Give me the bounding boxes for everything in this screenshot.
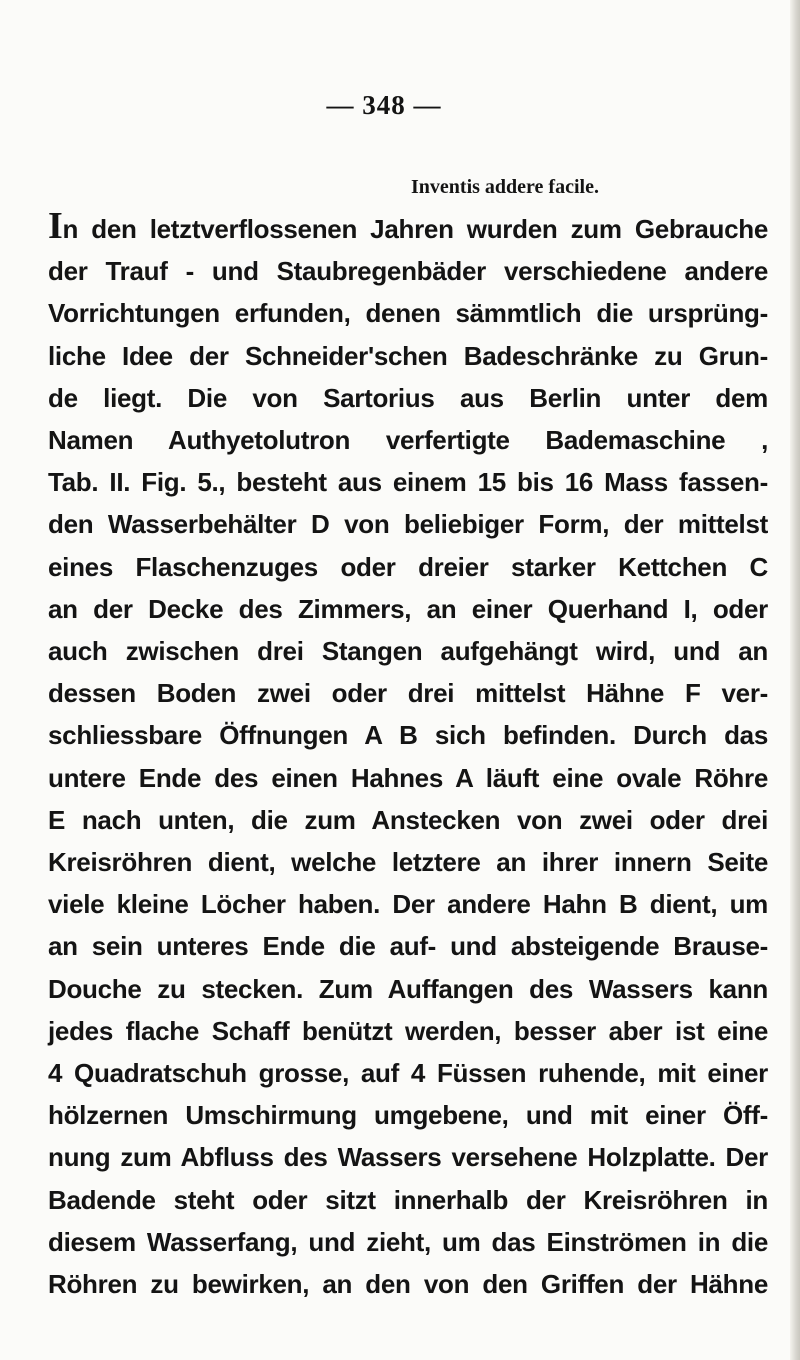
text-line: Namen Authyetolutron verfertigte Bademaschine , [48,425,768,456]
text-line: Vorrichtungen erfunden, denen sämmtlich die ursprüng- [48,298,768,329]
text-line: untere Ende des einen Hahnes A läuft eine ovale Röhre [48,762,768,793]
text-line: eines Flaschenzuges oder dreier starker Kettchen C [48,551,768,582]
text-line: E nach unten, die zum Anstecken von zwei oder drei [48,804,768,835]
text-line: Tab. II. Fig. 5., besteht aus einem 15 bis 16 Mass fassen- [48,467,768,498]
text-line: jedes flache Schaff benützt werden, besser aber ist eine [48,1015,768,1046]
text-line: dessen Boden zwei oder drei mittelst Hähne F ver- [48,678,768,709]
text-line: viele kleine Löcher haben. Der andere Hahn B dient, um [48,889,768,920]
drop-cap-initial: I [48,205,63,247]
epigraph-motto: Inventis addere facile. [411,176,599,198]
scan-edge-shadow [790,0,800,1360]
text-line: liche Idee der Schneider'schen Badeschränke zu Grun- [48,340,768,371]
text-line: diesem Wasserfang, und zieht, um das Einströmen in die [48,1226,768,1257]
text-line: den Wasserbehälter D von beliebiger Form, der mittelst [48,509,768,540]
text-line: Badende steht oder sitzt innerhalb der Kreisröhren in [48,1184,768,1215]
text-line: Kreisröhren dient, welche letztere an ihrer innern Seite [48,847,768,878]
text-line: Douche zu stecken. Zum Auffangen des Wassers kann [48,973,768,1004]
text-line: schliessbare Öffnungen A B sich befinden. Durch das [48,720,768,751]
text-line: an der Decke des Zimmers, an einer Querhand I, oder [48,593,768,624]
text-line: auch zwischen drei Stangen aufgehängt wird, und an [48,636,768,667]
text-line: 4 Quadratschuh grosse, auf 4 Füssen ruhende, mit einer [48,1058,768,1089]
text-line: de liegt. Die von Sartorius aus Berlin unter dem [48,382,768,413]
text-line: In den letztverflossenen Jahren wurden zum Gebrauche [48,205,768,247]
page-number: — 348 — [326,90,442,120]
text-line: Röhren zu bewirken, an den von den Griffen der Hähne [48,1269,768,1300]
text-line: nung zum Abfluss des Wassers versehene Holzplatte. Der [48,1142,768,1173]
text-line: hölzernen Umschirmung umgebene, und mit einer Öff- [48,1100,768,1131]
body-paragraph [48,205,768,1305]
text-line: an sein unteres Ende die auf- und absteigende Brause- [48,931,768,962]
text-line: der Trauf - und Staubregenbäder verschiedene andere [48,256,768,287]
